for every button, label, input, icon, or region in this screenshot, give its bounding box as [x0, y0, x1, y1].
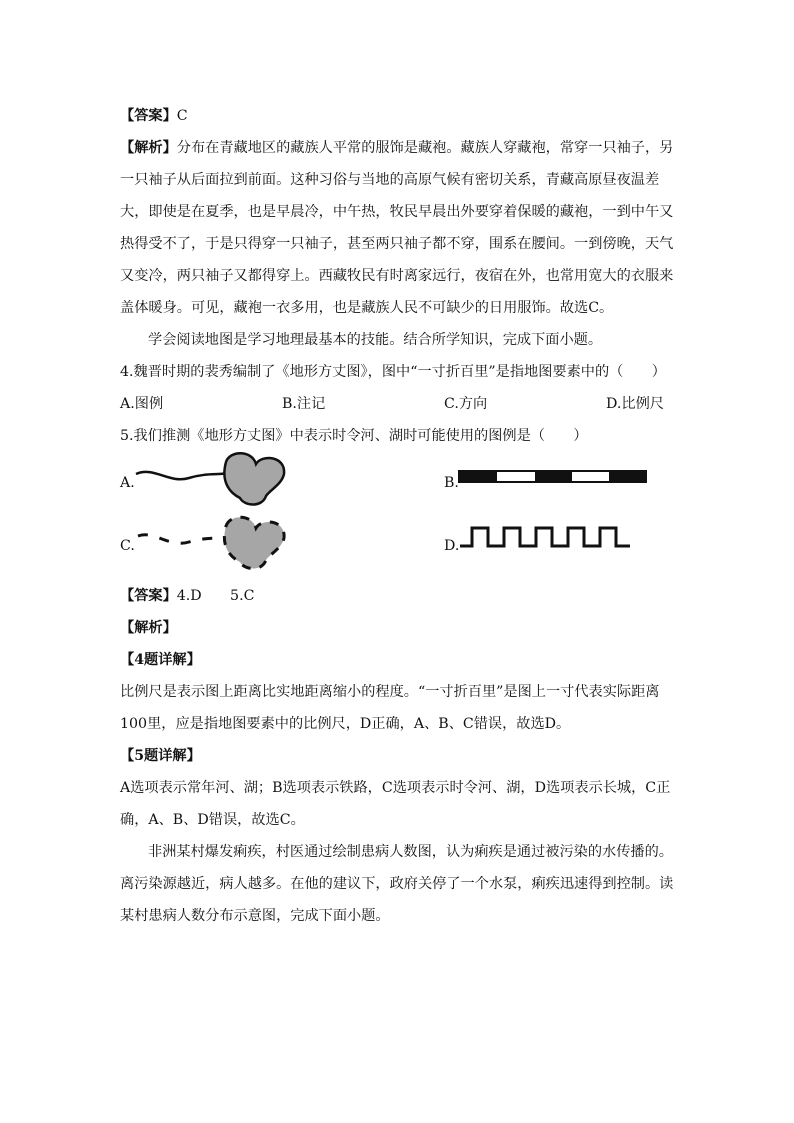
figure-label-b: B.: [444, 475, 459, 491]
figure-label-c: C.: [120, 538, 135, 554]
figure-label-a: A.: [120, 475, 135, 491]
analysis-text: 分布在青藏地区的藏族人平常的服饰是藏袍。藏族人穿藏袍，常穿一只袖子，另一只袖子从后面拉到前面。这种习俗与当地的高原气候有密切关系，青藏高原昼夜温差大，即使是在夏季，也是早晨冷，中午热，牧民早晨出外要穿着保暖的藏袍，一到中午又热得受不了，于是只得穿一只袖子，甚至两只袖子都不穿，围系在腰间。一到傍晚，天气又变冷，两只袖子又都得穿上。西藏牧民有时离家远行，夜宿在外，也常用宽大的衣服来盖体暖身。可见，藏袍一衣多用，也是藏族人民不可缺少的日用服饰。故选C。: [120, 140, 674, 316]
legend-d-great-wall-icon: [458, 524, 633, 550]
figure-label-d: D.: [444, 538, 460, 554]
question-5-figure: [120, 452, 676, 580]
answer-tag-2: 【答案】: [120, 588, 177, 604]
option-b: B.注记: [282, 396, 326, 412]
legend-b-railway-icon: [458, 469, 648, 485]
option-a: A.图例: [120, 396, 164, 412]
legend-a-perennial-river-lake-icon: [134, 452, 294, 512]
document-body: [120, 100, 676, 932]
answer-line-1: [120, 100, 676, 132]
analysis-paragraph-1: [120, 132, 676, 324]
option-d: D.比例尺: [606, 396, 664, 412]
answer-value: C: [176, 108, 188, 124]
answer-line-2: [120, 580, 676, 612]
analysis-tag-2: 【解析】: [120, 620, 177, 636]
answer-value-2: 4.D 5.C: [176, 588, 255, 604]
detail-5-tag: 【5题详解】: [120, 748, 201, 764]
question-4-options: [120, 388, 676, 420]
question-5-stem: 5.我们推测《地形方丈图》中表示时令河、湖时可能使用的图例是（ ）: [120, 428, 588, 444]
question-4-stem: 4.魏晋时期的裴秀编制了《地形方丈图》，图中“一寸折百里”是指地图要素中的（ ）: [120, 364, 666, 380]
section-intro: 学会阅读地图是学习地理最基本的技能。结合所学知识，完成下面小题。: [148, 332, 603, 348]
answer-tag: 【答案】: [120, 108, 177, 124]
detail-5-text: A选项表示常年河、湖；B选项表示铁路，C选项表示时令河、湖，D选项表示长城，C正确，A、B、D错误，故选C。: [120, 780, 671, 828]
final-paragraph: 非洲某村爆发痢疾，村医通过绘制患病人数图，认为痢疾是通过被污染的水传播的。离污染源越近，病人越多。在他的建议下，政府关停了一个水泵，痢疾迅速得到控制。读某村患病人数分布示意图，完成下面小题。: [120, 844, 674, 924]
option-c: C.方向: [444, 396, 488, 412]
legend-c-seasonal-river-lake-icon: [134, 514, 294, 576]
analysis-tag: 【解析】: [120, 140, 177, 156]
detail-4-text: 比例尺是表示图上距离比实地距离缩小的程度。“一寸折百里”是图上一寸代表实际距离100里，应是指地图要素中的比例尺，D正确，A、B、C错误，故选D。: [120, 684, 660, 732]
detail-4-tag: 【4题详解】: [120, 652, 201, 668]
